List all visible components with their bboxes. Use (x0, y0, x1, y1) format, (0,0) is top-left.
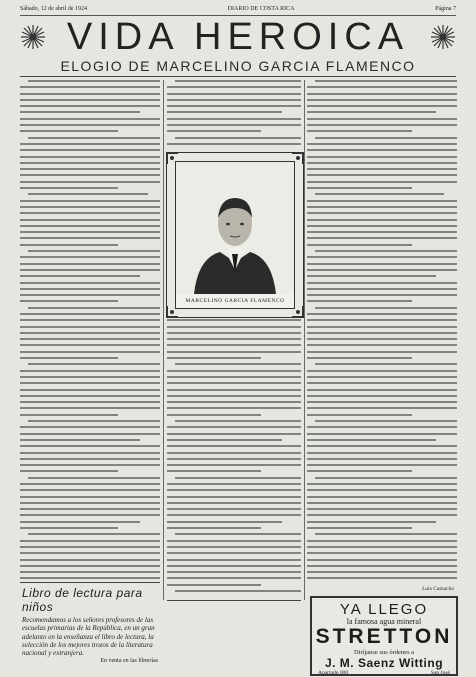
text-line (167, 319, 301, 321)
text-line (307, 376, 457, 378)
text-line (20, 288, 160, 290)
text-line (20, 514, 160, 516)
column-2-end-rule (167, 600, 301, 601)
text-line (175, 477, 301, 479)
text-line (20, 426, 160, 428)
text-line (167, 124, 301, 126)
text-line (307, 288, 457, 290)
text-line (167, 407, 301, 409)
text-line (167, 376, 301, 378)
text-line (20, 212, 160, 214)
text-line (20, 458, 160, 460)
text-line (167, 351, 301, 353)
text-line (167, 546, 301, 548)
text-line (167, 458, 301, 460)
text-line (167, 105, 301, 107)
text-line (307, 571, 457, 573)
text-line (307, 263, 457, 265)
text-line (175, 590, 301, 592)
text-line (307, 231, 457, 233)
text-line (20, 357, 118, 359)
text-line (167, 344, 301, 346)
text-line (307, 256, 457, 258)
text-line (20, 577, 160, 579)
book-ad-footer: En venta en las librerías (100, 658, 158, 665)
water-ad-brand: STRETTON (315, 625, 453, 648)
water-ad-tagline: la famosa agua mineral (346, 617, 422, 626)
text-line (307, 93, 457, 95)
book-ad-heading: Libro de lectura para niños (22, 586, 143, 614)
text-line (167, 382, 301, 384)
text-line (20, 382, 160, 384)
book-advertisement (20, 582, 160, 673)
article-column-1 (20, 80, 160, 582)
text-line (20, 275, 140, 277)
text-line (307, 540, 457, 542)
masthead-title: VIDA HEROICA (66, 16, 410, 58)
text-line (167, 332, 301, 334)
text-line (20, 219, 160, 221)
text-line (167, 118, 301, 120)
text-line (20, 521, 140, 523)
text-line (167, 389, 301, 391)
text-line (20, 319, 160, 321)
text-line (167, 452, 301, 454)
text-line (20, 351, 160, 353)
text-line (307, 99, 457, 101)
text-line (20, 401, 160, 403)
text-line (20, 414, 118, 416)
text-line (20, 244, 118, 246)
text-line (307, 275, 436, 277)
text-line (167, 514, 301, 516)
text-line (307, 326, 457, 328)
text-line (307, 338, 457, 340)
text-line (20, 407, 160, 409)
article-signature: Luis Camacho (422, 586, 454, 592)
text-line (307, 395, 457, 397)
text-line (175, 137, 301, 139)
text-line (315, 80, 457, 82)
text-line (20, 326, 160, 328)
text-line (307, 514, 457, 516)
text-line (307, 508, 457, 510)
text-line (307, 546, 457, 548)
text-line (167, 401, 301, 403)
text-line (167, 540, 301, 542)
text-line (20, 124, 160, 126)
water-ad-footer (312, 670, 456, 676)
text-line (315, 533, 457, 535)
text-line (307, 357, 412, 359)
text-line (20, 470, 118, 472)
text-line (307, 439, 436, 441)
text-line (20, 187, 118, 189)
page-header (20, 3, 456, 16)
text-line (307, 200, 457, 202)
text-line (307, 86, 457, 88)
text-line (20, 105, 160, 107)
water-ad-headline: YA LLEGO (339, 601, 429, 618)
text-line (307, 244, 412, 246)
text-line (307, 559, 457, 561)
text-line (307, 426, 457, 428)
text-line (307, 552, 457, 554)
book-ad-body: Recomendamos a los señores profesores de las escuelas primarias de la República, en un gran adelanto en la enseñanza el libro de lectura, la selección de los mejores trozos de la literatura nacional y extranjera. (22, 616, 155, 658)
text-line (167, 489, 301, 491)
text-line (20, 552, 160, 554)
text-line (167, 521, 282, 523)
text-line (20, 181, 160, 183)
text-line (307, 187, 412, 189)
water-ad-order-line: Diríjanse sus órdenes a (353, 649, 415, 656)
text-line (20, 344, 160, 346)
article-subtitle: ELOGIO DE MARCELINO GARCIA FLAMENCO (20, 58, 456, 77)
text-line (307, 527, 412, 529)
text-line (167, 433, 301, 435)
text-line (167, 445, 301, 447)
text-line (20, 332, 160, 334)
text-line (20, 571, 160, 573)
mineral-water-advertisement (310, 596, 458, 676)
water-ad-agent: J. M. Saenz Witting (324, 656, 444, 670)
text-line (20, 231, 160, 233)
text-line (20, 338, 160, 340)
text-line (315, 420, 457, 422)
text-line (307, 225, 457, 227)
column-divider (304, 80, 305, 600)
text-line (307, 313, 457, 315)
text-line (20, 376, 160, 378)
article-column-3 (307, 80, 457, 590)
text-line (20, 156, 160, 158)
text-line (307, 300, 412, 302)
text-line (175, 533, 301, 535)
water-ad-right-note: San José (430, 670, 450, 676)
column-1-text-lines (20, 80, 160, 579)
text-line (20, 263, 160, 265)
text-line (307, 565, 457, 567)
text-line (307, 483, 457, 485)
header-newspaper: DIARIO DE COSTA RICA (227, 6, 295, 12)
header-date: Sábado, 12 de abril de 1924 (20, 6, 87, 12)
text-line (307, 206, 457, 208)
text-line (315, 250, 457, 252)
text-line (167, 571, 301, 573)
text-line (307, 174, 457, 176)
text-line (315, 363, 457, 365)
text-line (20, 433, 160, 435)
text-line (28, 307, 160, 309)
text-line (307, 489, 457, 491)
text-line (167, 502, 301, 504)
text-line (307, 124, 457, 126)
text-line (307, 445, 457, 447)
text-line (20, 294, 160, 296)
text-line (307, 577, 457, 579)
text-line (307, 237, 457, 239)
text-line (20, 546, 160, 548)
text-line (167, 496, 301, 498)
text-line (20, 389, 160, 391)
text-line (20, 206, 160, 208)
text-line (307, 521, 436, 523)
text-line (307, 168, 457, 170)
portrait-frame (166, 152, 304, 318)
text-line (20, 496, 160, 498)
text-line (20, 168, 160, 170)
text-line (167, 552, 301, 554)
text-line (167, 577, 301, 579)
text-line (167, 130, 261, 132)
text-line (20, 370, 160, 372)
text-line (307, 149, 457, 151)
text-line (307, 332, 457, 334)
text-line (20, 86, 160, 88)
text-line (28, 363, 160, 365)
text-line (307, 401, 457, 403)
text-line (20, 237, 160, 239)
text-line (20, 559, 160, 561)
text-line (167, 559, 301, 561)
text-line (315, 307, 457, 309)
text-line (20, 130, 118, 132)
text-line (167, 414, 261, 416)
text-line (307, 111, 436, 113)
text-line (307, 407, 457, 409)
text-line (20, 313, 160, 315)
text-line (167, 93, 301, 95)
text-line (20, 269, 160, 271)
text-line (20, 174, 160, 176)
text-line (167, 143, 301, 145)
text-line (167, 527, 261, 529)
text-line (167, 86, 301, 88)
text-line (20, 540, 160, 542)
text-line (307, 464, 457, 466)
text-line (20, 256, 160, 258)
text-line (167, 326, 301, 328)
text-line (20, 395, 160, 397)
text-line (20, 99, 160, 101)
text-line (307, 282, 457, 284)
text-line (167, 395, 301, 397)
text-line (20, 565, 160, 567)
text-line (175, 363, 301, 365)
text-line (20, 118, 160, 120)
text-line (28, 80, 160, 82)
header-page: Página 7 (435, 6, 456, 12)
text-line (307, 414, 412, 416)
text-line (20, 162, 160, 164)
text-line (307, 470, 412, 472)
masthead (20, 16, 456, 58)
text-line (167, 111, 282, 113)
text-line (307, 351, 457, 353)
portrait-figure-icon (176, 162, 294, 294)
text-line (28, 137, 160, 139)
text-line (20, 149, 160, 151)
text-line (307, 219, 457, 221)
text-line (307, 156, 457, 158)
text-line (167, 464, 301, 466)
text-line (307, 162, 457, 164)
text-line (28, 477, 160, 479)
text-line (307, 370, 457, 372)
text-line (307, 118, 457, 120)
text-line (167, 565, 301, 567)
text-line (167, 426, 301, 428)
text-line (167, 357, 261, 359)
starburst-left-icon (20, 24, 46, 50)
text-line (20, 527, 118, 529)
text-line (28, 250, 160, 252)
text-line (307, 181, 457, 183)
text-line (315, 137, 457, 139)
column-3-text-lines (307, 80, 457, 579)
text-line (307, 382, 457, 384)
text-line (20, 93, 160, 95)
text-line (307, 452, 457, 454)
text-line (20, 282, 160, 284)
text-line (307, 389, 457, 391)
text-line (20, 200, 160, 202)
starburst-right-icon (430, 24, 456, 50)
text-line (20, 483, 160, 485)
text-line (307, 212, 457, 214)
text-line (20, 489, 160, 491)
text-line (307, 105, 457, 107)
text-line (307, 143, 457, 145)
text-line (20, 502, 160, 504)
text-line (20, 452, 160, 454)
text-line (307, 344, 457, 346)
text-line (167, 470, 261, 472)
text-line (167, 439, 282, 441)
text-line (167, 483, 301, 485)
portrait-photo (175, 161, 295, 309)
portrait-caption: MARCELINO GARCIA FLAMENCO (185, 298, 285, 304)
text-line (307, 319, 457, 321)
text-line (307, 496, 457, 498)
text-line (175, 80, 301, 82)
column-divider (163, 80, 164, 600)
text-line (20, 300, 118, 302)
text-line (28, 420, 160, 422)
text-line (307, 433, 457, 435)
water-ad-left-note: Apartado 000 (318, 670, 349, 676)
text-line (20, 439, 140, 441)
text-line (307, 502, 457, 504)
text-line (20, 225, 160, 227)
text-line (167, 370, 301, 372)
text-line (175, 420, 301, 422)
text-line (20, 143, 160, 145)
text-line (307, 130, 412, 132)
text-line (167, 584, 261, 586)
text-line (28, 193, 148, 195)
text-line (28, 533, 160, 535)
text-line (20, 464, 160, 466)
text-line (20, 111, 140, 113)
text-line (20, 508, 160, 510)
text-line (315, 193, 444, 195)
text-line (315, 477, 457, 479)
text-line (167, 338, 301, 340)
text-line (167, 508, 301, 510)
text-line (307, 458, 457, 460)
text-line (167, 99, 301, 101)
text-line (307, 269, 457, 271)
text-line (20, 445, 160, 447)
text-line (307, 294, 457, 296)
